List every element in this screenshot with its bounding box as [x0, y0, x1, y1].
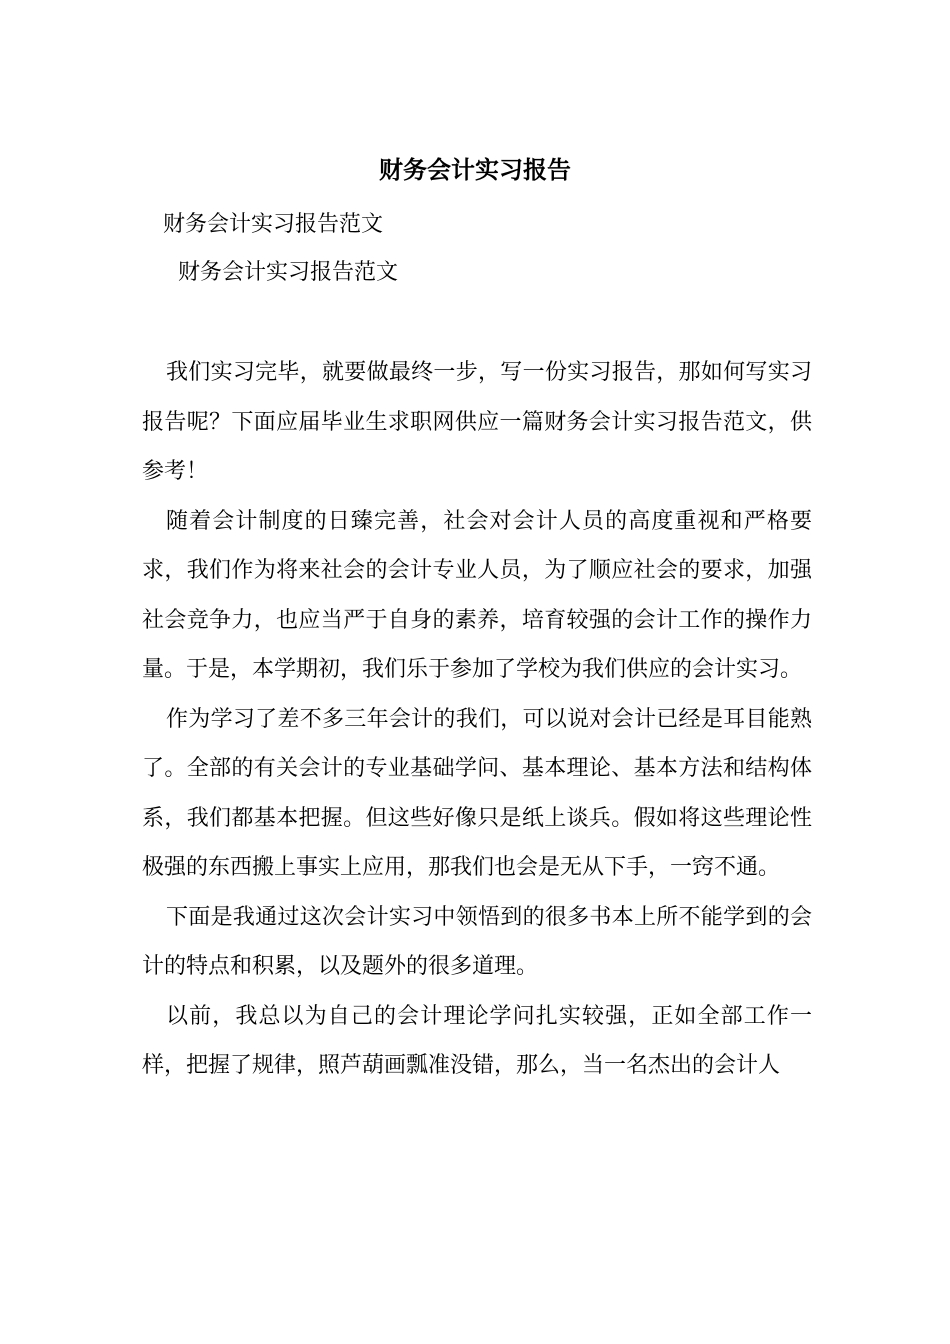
- paragraph-lessons: 下面是我通过这次会计实习中领悟到的很多书本上所不能学到的会计的特点和积累，以及题外的很多道理。: [142, 904, 812, 979]
- document-subtitle: 财务会计实习报告范文: [163, 212, 384, 237]
- document-subtitle-repeat: 财务会计实习报告范文: [178, 260, 399, 285]
- paragraph-intro: 我们实习完毕，就要做最终一步，写一份实习报告，那如何写实习报告呢？下面应届毕业生求职网供应一篇财务会计实习报告范文，供参考！: [142, 360, 812, 484]
- document-title: 财务会计实习报告: [379, 155, 571, 184]
- document-body: [142, 348, 812, 1091]
- paragraph-reflection: 以前，我总以为自己的会计理论学问扎实较强，正如全部工作一样，把握了规律，照芦葫画瓢准没错，那么，当一名杰出的会计人: [142, 1003, 812, 1078]
- paragraph-theory: 作为学习了差不多三年会计的我们，可以说对会计已经是耳目能熟了。全部的有关会计的专业基础学问、基本理论、基本方法和结构体系，我们都基本把握。但这些好像只是纸上谈兵。假如将这些理论性极强的东西搬上事实上应用，那我们也会是无从下手，一窍不通。: [142, 706, 812, 880]
- paragraph-background: 随着会计制度的日臻完善，社会对会计人员的高度重视和严格要求，我们作为将来社会的会计专业人员，为了顺应社会的要求，加强社会竞争力，也应当严于自身的素养，培育较强的会计工作的操作力量。于是，本学期初，我们乐于参加了学校为我们供应的会计实习。: [142, 508, 812, 682]
